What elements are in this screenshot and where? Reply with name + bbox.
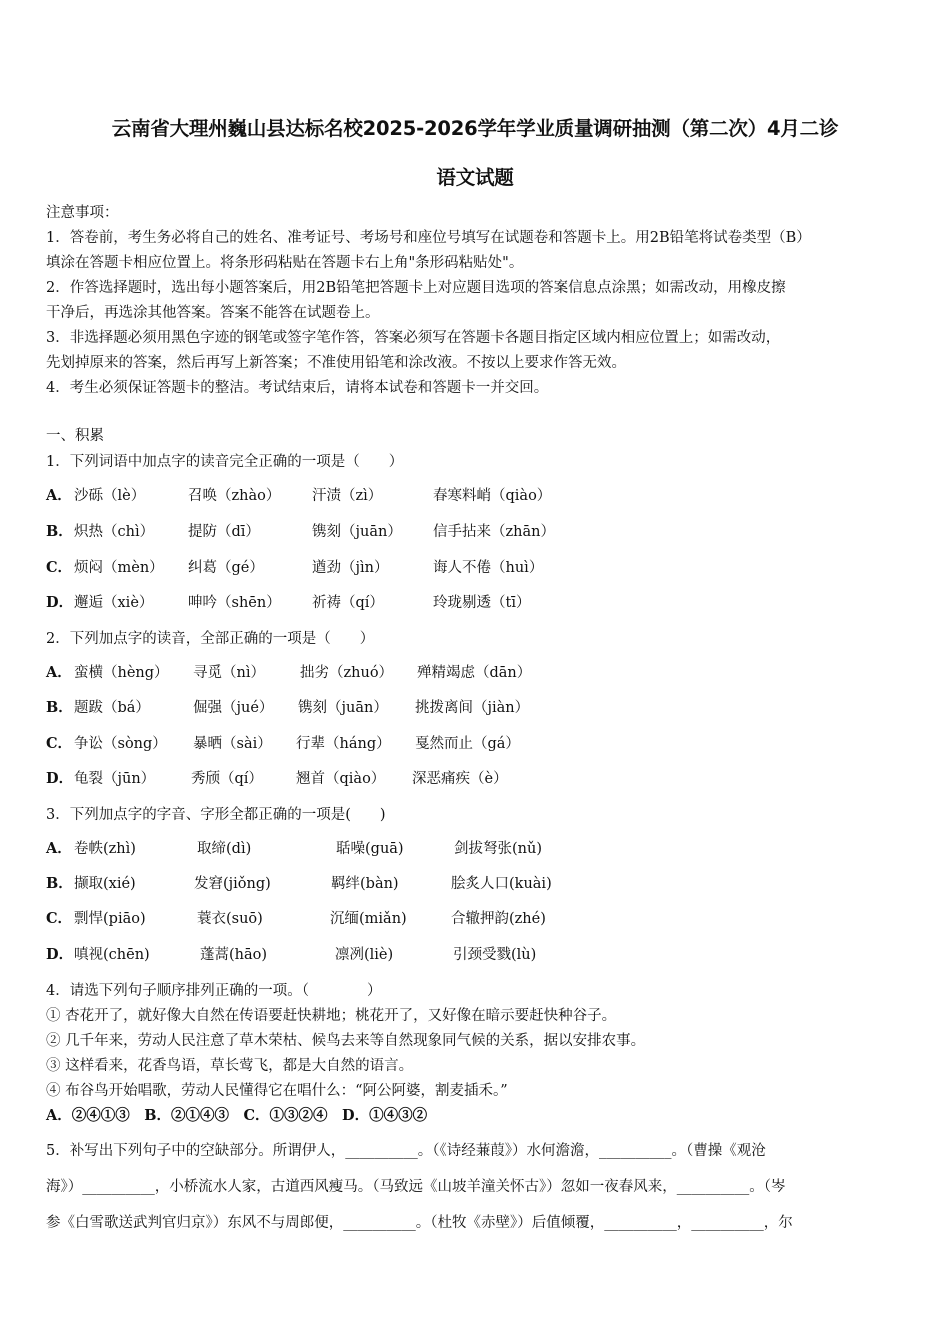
option-item: 倔强（jué） <box>193 700 274 716</box>
option-item: 聒噪(guā) <box>336 841 404 857</box>
question-4-stem: 4．请选下列句子顺序排列正确的一项。（ ） <box>46 983 382 999</box>
option-label: A． <box>46 840 72 857</box>
question-3-stem: 3．下列加点字的字音、字形全都正确的一项是( ) <box>46 807 386 823</box>
notes-block <box>46 201 904 401</box>
option-item: 蛮横（hèng） <box>74 665 169 681</box>
notes-line: 干净后，再选涂其他答案。答案不能答在试题卷上。 <box>46 305 380 321</box>
section-heading: 一、积累 <box>46 428 104 444</box>
option-label: C． <box>46 559 73 576</box>
exam-title-line2: 语文试题 <box>436 166 514 189</box>
option-item: 蓬蒿(hāo) <box>200 947 268 963</box>
question-5 <box>46 1133 904 1241</box>
q5-line: 海》）__________，小桥流水人家，古道西风瘦马。（马致远《山坡羊潼关怀古》）忽如一夜春风来，__________。（岑 <box>46 1179 786 1195</box>
option-item: 剽悍(piāo) <box>74 911 146 927</box>
option-item: 拙劣（zhuó） <box>300 665 394 681</box>
option-item: 争讼（sòng） <box>74 736 167 752</box>
option-item: 剑拔弩张(nǔ) <box>454 841 542 857</box>
option-item: 凛冽(liè) <box>335 947 394 963</box>
q5-line: 参《白雪歌送武判官归京》）东风不与周郎便，__________。（杜牧《赤壁》）后值倾覆，__________，__________，尔 <box>46 1215 793 1231</box>
option-item: 镌刻（juān） <box>298 700 388 716</box>
option-item: 龟裂（jūn） <box>74 771 156 787</box>
q5-line: 5．补写出下列句子中的空缺部分。所谓伊人，__________。（《诗经蒹葭》）水何澹澹，__________。（曹操《观沧 <box>46 1143 766 1159</box>
option-item: 题跋（bá） <box>74 700 150 716</box>
option-item: 撷取(xié) <box>74 876 136 892</box>
notes-line: 1．答卷前，考生务必将自己的姓名、准考证号、考场号和座位号填写在试题卷和答题卡上。用2B铅笔将试卷类型（B） <box>46 230 811 246</box>
question-2-stem: 2．下列加点字的读音，全部正确的一项是（ ） <box>46 631 375 647</box>
option-item: 蓑衣(suō) <box>197 911 263 927</box>
option-item: 脍炙人口(kuài) <box>451 876 552 892</box>
option-item: 殚精竭虑（dān） <box>417 665 532 681</box>
notes-heading: 注意事项： <box>46 205 119 221</box>
option-item: 信手拈来（zhān） <box>433 524 555 540</box>
option-item: 翘首（qiào） <box>296 771 386 787</box>
option-item: 戛然而止（gá） <box>415 736 520 752</box>
option-item: 祈祷（qí） <box>312 595 384 611</box>
option-label: A． <box>46 664 72 681</box>
option-item: 合辙押韵(zhé) <box>451 911 546 927</box>
option-item: 挑拨离间（jiàn） <box>415 700 530 716</box>
question-1-stem: 1．下列词语中加点字的读音完全正确的一项是（ ） <box>46 454 404 470</box>
q4-sentence: ② 几千年来，劳动人民注意了草木荣枯、候鸟去来等自然现象同气候的关系，据以安排农事。 <box>46 1033 646 1049</box>
option-label: A． <box>46 487 72 504</box>
exam-title-line1: 云南省大理州巍山县达标名校2025-2026学年学业质量调研抽测（第二次）4月二诊 <box>111 117 839 140</box>
option-item: 嗔视(chēn) <box>74 947 150 963</box>
option-label: D． <box>46 770 74 787</box>
option-item: 深恶痛疾（è） <box>412 771 508 787</box>
option-label: C． <box>46 910 73 927</box>
option-item: 行辈（háng） <box>296 736 391 752</box>
option-label: B． <box>46 699 73 716</box>
option-item: 沙砾（lè） <box>74 488 146 504</box>
notes-line: 2．作答选择题时，选出每小题答案后，用2B铅笔把答题卡上对应题目选项的答案信息点涂黑；如需改动，用橡皮擦 <box>46 280 786 296</box>
option-item: 提防（dī） <box>188 524 260 540</box>
option-item: 取缔(dì) <box>197 841 252 857</box>
option-label: B． <box>46 523 73 540</box>
option-item: 沉缅(miǎn) <box>330 911 407 927</box>
option-item: 引颈受戮(lù) <box>453 947 537 963</box>
option-item: 烦闷（mèn） <box>74 560 164 576</box>
option-label: B． <box>46 875 73 892</box>
q4-sentence: ④ 布谷鸟开始唱歌，劳动人民懂得它在唱什么：“阿公阿婆，割麦插禾。” <box>46 1083 508 1099</box>
option-item: 寻觅（nì） <box>193 665 265 681</box>
option-label: D． <box>46 594 74 611</box>
option-item: 纠葛（gé） <box>188 560 264 576</box>
option-item: 召唤（zhào） <box>188 488 281 504</box>
option-item: 炽热（chì） <box>74 524 155 540</box>
option-item: 汗渍（zì） <box>312 488 383 504</box>
option-item: 镌刻（juān） <box>312 524 402 540</box>
q4-sentence: ① 杏花开了，就好像大自然在传语要赶快耕地；桃花开了，又好像在暗示要赶快种谷子。 <box>46 1008 617 1024</box>
option-item: 秀颀（qí） <box>191 771 263 787</box>
option-item: 发窘(jiǒng) <box>194 876 271 892</box>
option-item: 邂逅（xiè） <box>74 595 154 611</box>
q4-sentence: ③ 这样看来，花香鸟语，草长莺飞，都是大自然的语言。 <box>46 1058 414 1074</box>
notes-line: 4．考生必须保证答题卡的整洁。考试结束后，请将本试卷和答题卡一并交回。 <box>46 380 549 396</box>
option-item: 遒劲（jìn） <box>312 560 389 576</box>
option-item: 卷帙(zhì) <box>74 841 136 857</box>
option-label: D． <box>46 946 74 963</box>
option-item: 暴晒（sài） <box>193 736 272 752</box>
option-item: 羁绊(bàn) <box>331 876 399 892</box>
option-item: 诲人不倦（huì） <box>433 560 544 576</box>
option-label: C． <box>46 735 73 752</box>
notes-line: 3．非选择题必须用黑色字迹的钢笔或签字笔作答，答案必须写在答题卡各题目指定区域内相应位置上；如需改动， <box>46 330 781 346</box>
option-item: 呻吟（shēn） <box>188 595 281 611</box>
q4-choices: A．②④①③ B．②①④③ C．①③②④ D．①④③② <box>46 1107 428 1124</box>
option-item: 玲珑剔透（tī） <box>433 595 531 611</box>
option-item: 春寒料峭（qiào） <box>433 488 552 504</box>
notes-line: 先划掉原来的答案，然后再写上新答案；不准使用铅笔和涂改液。不按以上要求作答无效。 <box>46 355 626 371</box>
notes-line: 填涂在答题卡相应位置上。将条形码粘贴在答题卡右上角"条形码粘贴处"。 <box>46 255 524 271</box>
